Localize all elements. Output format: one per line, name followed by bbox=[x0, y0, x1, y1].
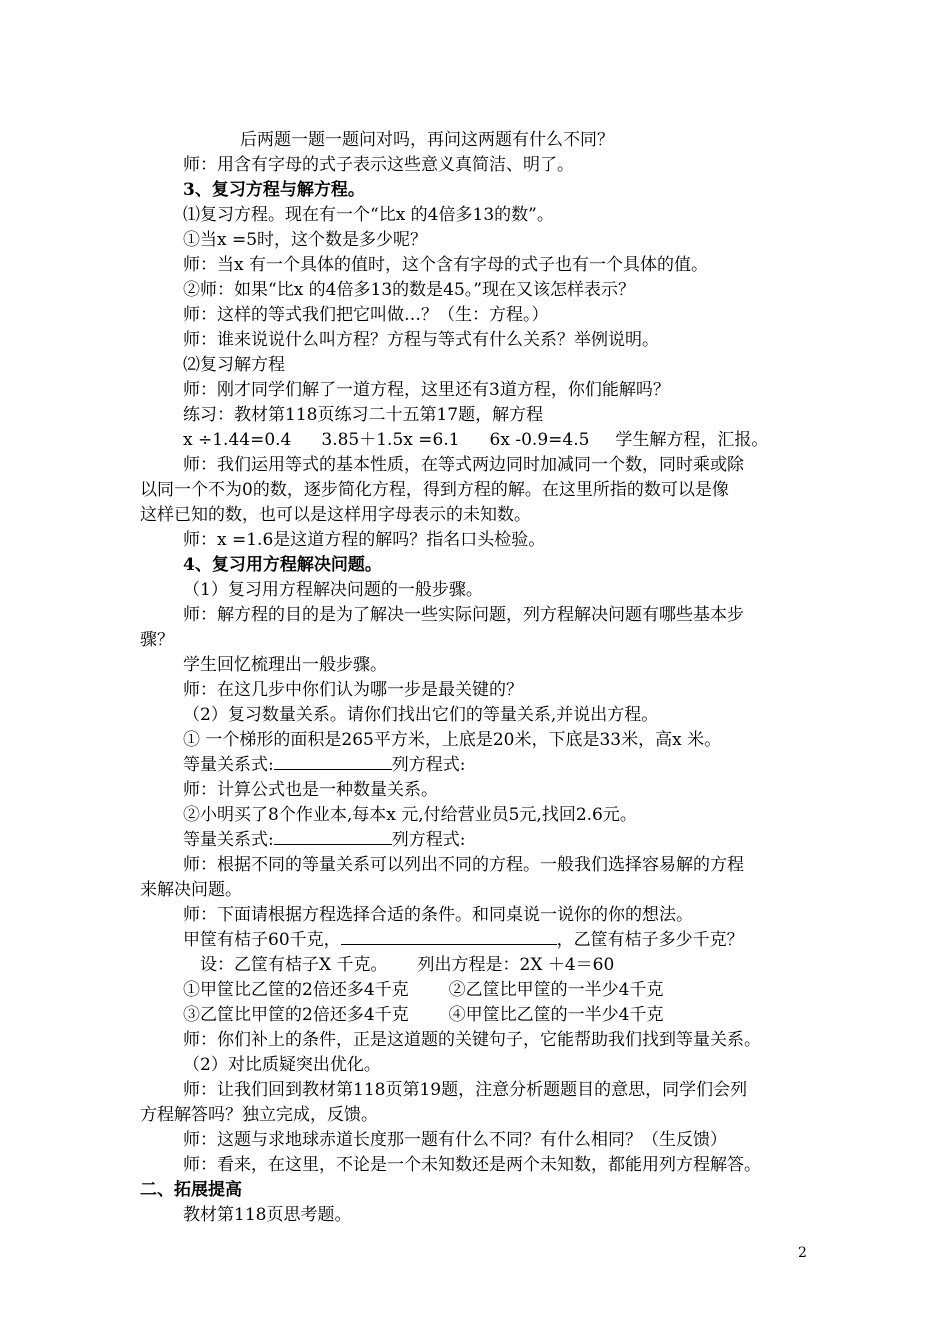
text-line: 师：根据不同的等量关系可以列出不同的方程。一般我们选择容易解的方程 bbox=[183, 855, 744, 875]
text-line: 练习：教材第118页练习二十五第17题，解方程 bbox=[183, 405, 544, 425]
text-line: 方程解答吗？独立完成，反馈。 bbox=[140, 1105, 378, 1125]
basket-setup: 设：乙筐有桔子X 千克。 bbox=[200, 955, 388, 975]
answer-blank[interactable] bbox=[274, 753, 392, 770]
equation-label: 列方程式: bbox=[391, 755, 466, 775]
option-1: ①甲筐比乙筐的2倍还多4千克 bbox=[183, 980, 409, 1000]
text-line: 学生回忆梳理出一般步骤。 bbox=[183, 655, 387, 675]
basket-prefix: 甲筐有桔子60千克， bbox=[183, 930, 341, 950]
equation-2: 3.85＋1.5x =6.1 bbox=[321, 430, 460, 450]
text-line: 师：计算公式也是一种数量关系。 bbox=[183, 780, 438, 800]
text-line: 师：当x 有一个具体的值时，这个含有字母的式子也有一个具体的值。 bbox=[183, 255, 708, 275]
equation-label: 列方程式: bbox=[391, 830, 466, 850]
option-line bbox=[183, 1003, 663, 1027]
text-line: 师：刚才同学们解了一道方程，这里还有3道方程，你们能解吗？ bbox=[183, 380, 670, 400]
equal-relation-label: 等量关系式: bbox=[183, 830, 274, 850]
text-line: 师：我们运用等式的基本性质，在等式两边同时加减同一个数，同时乘或除 bbox=[183, 455, 744, 475]
equation-note: 学生解方程，汇报。 bbox=[615, 430, 769, 450]
section-heading: 4、复习用方程解决问题。 bbox=[183, 555, 382, 575]
text-line: 师：谁来说说什么叫方程？方程与等式有什么关系？举例说明。 bbox=[183, 330, 659, 350]
fill-line-2 bbox=[183, 828, 465, 852]
basket-equation: 列出方程是：2X ＋4＝60 bbox=[417, 955, 615, 975]
basket-suffix: ，乙筐有桔子多少千克？ bbox=[556, 930, 744, 950]
text-line: 师：解方程的目的是为了解决一些实际问题，列方程解决问题有哪些基本步 bbox=[183, 605, 744, 625]
equation-row bbox=[183, 428, 768, 452]
text-line: ②小明买了8个作业本,每本x 元,付给营业员5元,找回2.6元。 bbox=[183, 805, 637, 825]
text-line: 师：这样的等式我们把它叫做…？（生：方程。） bbox=[183, 305, 549, 325]
basket-setup-line bbox=[200, 953, 614, 977]
option-4: ④甲筐比乙筐的一半少4千克 bbox=[448, 1005, 664, 1025]
text-line: 师：看来，在这里，不论是一个未知数还是两个未知数，都能用列方程解答。 bbox=[183, 1155, 761, 1175]
text-line: 教材第118页思考题。 bbox=[183, 1205, 352, 1225]
text-line: 骤？ bbox=[140, 630, 174, 650]
option-line bbox=[183, 978, 663, 1002]
text-line: ②师：如果“比x 的4倍多13的数是45。”现在又该怎样表示？ bbox=[183, 280, 635, 300]
text-line: 师：这题与求地球赤道长度那一题有什么不同？有什么相同？（生反馈） bbox=[183, 1130, 727, 1150]
text-line: ①当x =5时，这个数是多少呢？ bbox=[183, 230, 428, 250]
text-line: 后两题一题一题问对吗，再问这两题有什么不同？ bbox=[240, 130, 614, 150]
option-3: ③乙筐比甲筐的2倍还多4千克 bbox=[183, 1005, 409, 1025]
equation-1: x ÷1.44=0.4 bbox=[183, 430, 292, 450]
section-heading: 3、复习方程与解方程。 bbox=[183, 180, 365, 200]
text-line: 以同一个不为0的数，逐步简化方程，得到方程的解。在这里所指的数可以是像 bbox=[140, 480, 729, 500]
text-line: 这样已知的数，也可以是这样用字母表示的未知数。 bbox=[140, 505, 531, 525]
equation-3: 6x -0.9=4.5 bbox=[489, 430, 590, 450]
text-line: （1）复习用方程解决问题的一般步骤。 bbox=[183, 580, 483, 600]
text-line: 来解决问题。 bbox=[140, 880, 242, 900]
text-line: 师：x =1.6是这道方程的解吗？指名口头检验。 bbox=[183, 530, 546, 550]
text-line: ① 一个梯形的面积是265平方米，上底是20米，下底是33米，高x 米。 bbox=[183, 730, 722, 750]
fill-line-1 bbox=[183, 753, 465, 777]
text-line: 师：让我们回到教材第118页第19题，注意分析题题目的意思，同学们会列 bbox=[183, 1080, 748, 1100]
text-line: ⑴复习方程。现在有一个“比x 的4倍多13的数”。 bbox=[183, 205, 554, 225]
text-line: 师：你们补上的条件，正是这道题的关键句子，它能帮助我们找到等量关系。 bbox=[183, 1030, 761, 1050]
text-line: 师：下面请根据方程选择合适的条件。和同桌说一说你的你的想法。 bbox=[183, 905, 693, 925]
text-line: （2）对比质疑突出优化。 bbox=[183, 1055, 381, 1075]
text-line: （2）复习数量关系。请你们找出它们的等量关系,并说出方程。 bbox=[183, 705, 659, 725]
equal-relation-label: 等量关系式: bbox=[183, 755, 274, 775]
basket-problem bbox=[183, 928, 744, 952]
option-2: ②乙筐比甲筐的一半少4千克 bbox=[448, 980, 664, 1000]
text-line: ⑵复习解方程 bbox=[183, 355, 285, 375]
page-number: 2 bbox=[798, 1245, 807, 1261]
answer-blank[interactable] bbox=[274, 828, 392, 845]
condition-blank[interactable] bbox=[341, 928, 557, 945]
text-line: 师：在这几步中你们认为哪一步是最关键的？ bbox=[183, 680, 523, 700]
text-line: 师：用含有字母的式子表示这些意义真简洁、明了。 bbox=[183, 155, 574, 175]
section-heading: 二、拓展提高 bbox=[140, 1180, 242, 1200]
